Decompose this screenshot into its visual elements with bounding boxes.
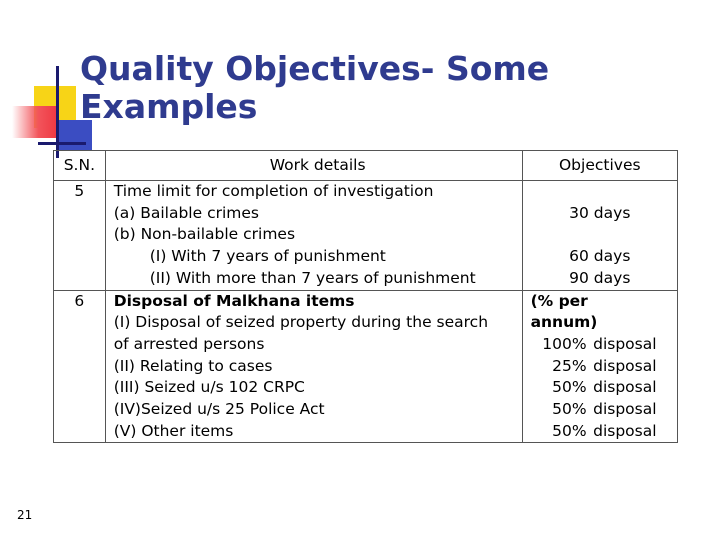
row5-sn: 5 [54, 181, 106, 291]
work-line: of arrested persons [113, 334, 265, 353]
objective-value: 30 days [569, 203, 631, 222]
slide-title [80, 50, 549, 126]
row5-work-details [105, 181, 522, 291]
work-line: (II) Relating to cases [113, 356, 273, 375]
objective-label: disposal [593, 356, 657, 375]
table-row [54, 181, 678, 291]
objective-item [531, 399, 677, 421]
row6-objectives [522, 290, 677, 443]
header-sn: S.N. [54, 151, 106, 181]
objectives-table [53, 150, 678, 443]
objective-item [531, 334, 677, 356]
objective-label: disposal [593, 334, 657, 353]
work-line: (a) Bailable crimes [113, 203, 259, 222]
decorative-red-bar [12, 106, 56, 138]
work-line: (IV)Seized u/s 25 Police Act [113, 400, 325, 419]
slide-title-line1: Quality Objectives- Some [80, 49, 550, 88]
objective-heading: annum) [530, 313, 598, 332]
table-row [54, 290, 678, 443]
objective-percent: 25% [552, 356, 587, 375]
objective-heading: (% per [530, 291, 588, 310]
work-line: (I) Disposal of seized property during the search [113, 313, 489, 332]
work-line: (II) With more than 7 years of punishment [149, 268, 476, 287]
objective-label: disposal [593, 378, 657, 397]
objective-value: 90 days [569, 268, 631, 287]
objective-percent: 50% [552, 378, 587, 397]
row5-objectives [522, 181, 677, 291]
objective-label: disposal [593, 421, 657, 440]
objective-value: 60 days [569, 247, 631, 266]
objective-percent: 50% [552, 400, 587, 419]
row6-work-details [105, 290, 522, 443]
slide-title-line2: Examples [80, 87, 258, 126]
decorative-horizontal-line [38, 142, 86, 145]
objective-item [531, 377, 677, 399]
table-header-row [54, 151, 678, 181]
objective-item [531, 421, 677, 443]
work-line: (I) With 7 years of punishment [149, 247, 386, 266]
header-objectives: Objectives [522, 151, 677, 181]
page-number: 21 [17, 508, 33, 522]
objective-percent: 100% [542, 334, 587, 353]
work-line: (b) Non-bailable crimes [113, 225, 296, 244]
objective-item [531, 356, 677, 378]
row6-sn: 6 [54, 290, 106, 443]
work-line-heading: Disposal of Malkhana items [113, 291, 355, 310]
objective-percent: 50% [552, 421, 587, 440]
work-line: (III) Seized u/s 102 CRPC [113, 378, 305, 397]
work-line: Time limit for completion of investigation [113, 182, 434, 200]
header-work-details: Work details [105, 151, 522, 181]
work-line: (V) Other items [113, 421, 234, 440]
objective-label: disposal [593, 400, 657, 419]
